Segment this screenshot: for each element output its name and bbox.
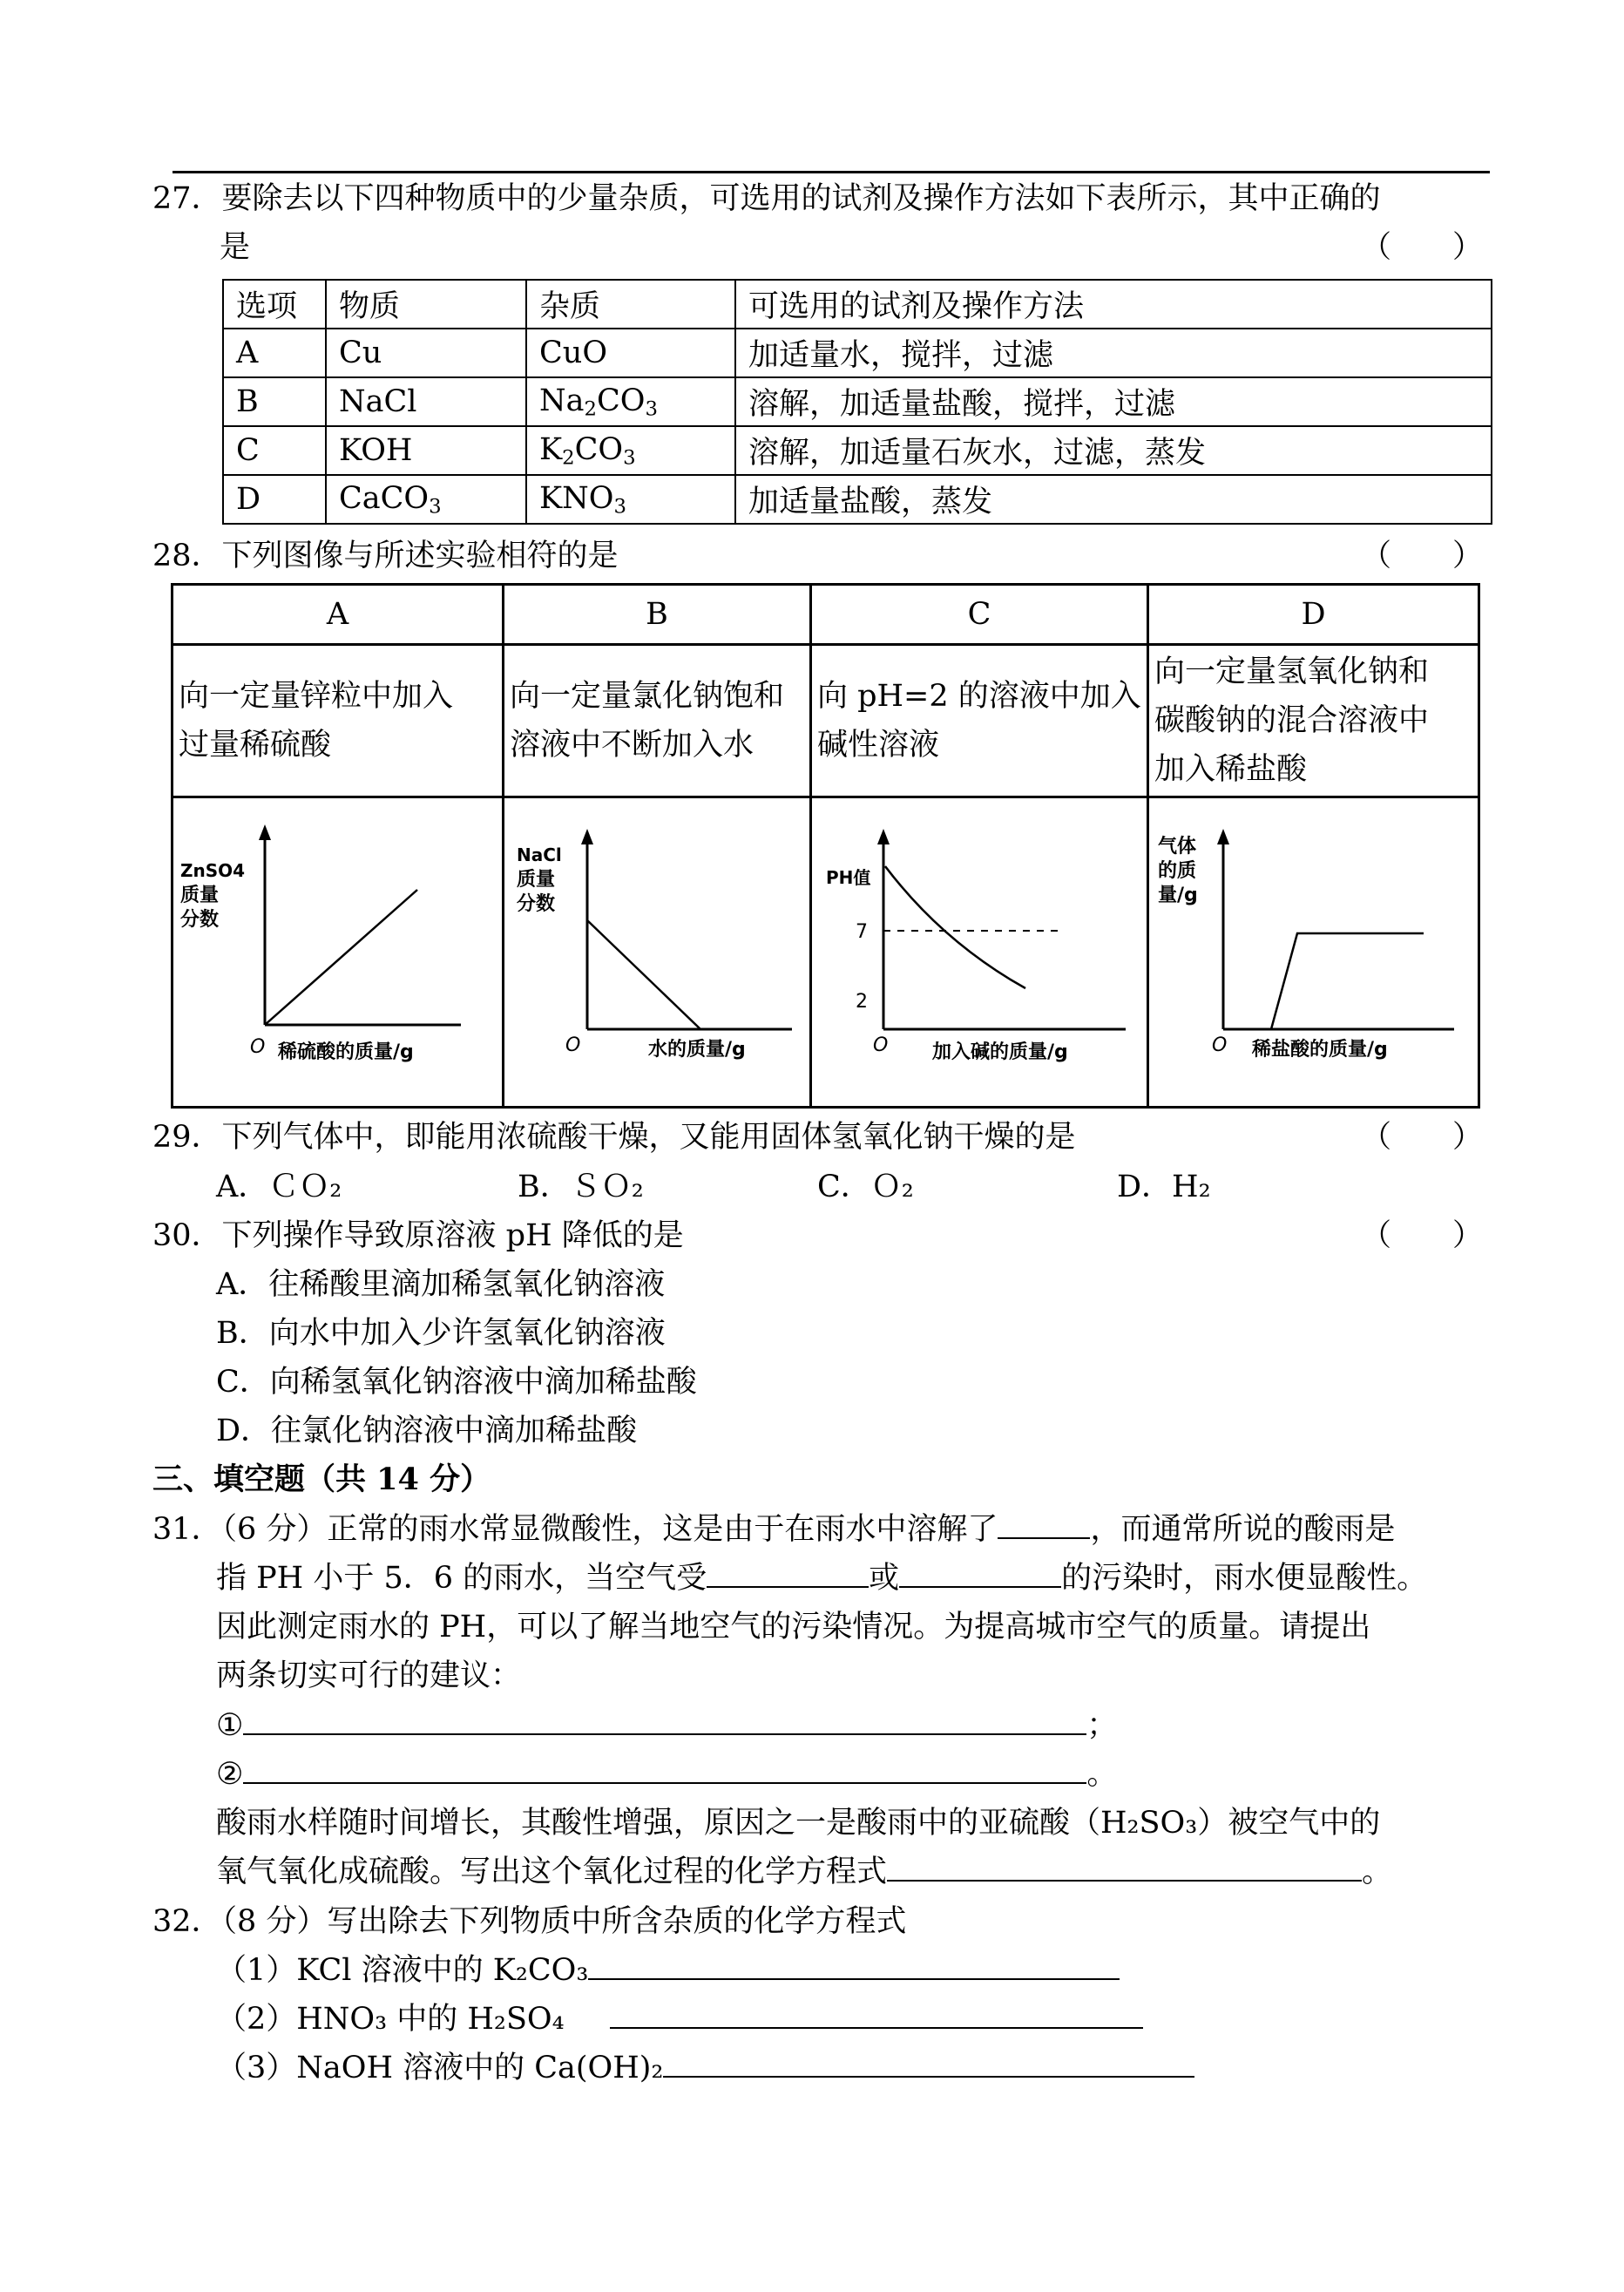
table-header-row (223, 280, 1492, 329)
x-label: 稀硫酸的质量/g (278, 1041, 414, 1063)
header-cell: 选项 (223, 280, 326, 329)
q31-blank-suggestion-2[interactable] (243, 1756, 1086, 1784)
option-d-header: D (1148, 585, 1479, 645)
origin-label: O (873, 1034, 889, 1056)
q31-line3: 因此测定雨水的 PH，可以了解当地空气的污染情况。为提高城市空气的质量。请提出 (216, 1610, 1371, 1644)
substance-cell: KOH (326, 426, 526, 475)
q30-option-a[interactable]: A．往稀酸里滴加稀氢氧化钠溶液 (216, 1267, 666, 1302)
impurity-cell: CuO (526, 329, 735, 377)
table-row (223, 475, 1492, 524)
q30-answer-paren[interactable]: （ ） (1361, 1218, 1484, 1253)
q27-answer-paren[interactable]: （ ） (1361, 230, 1484, 265)
q31-line4: 两条切实可行的建议： (216, 1658, 522, 1693)
y-label-1: NaCl (517, 844, 562, 865)
option-d-desc: 向一定量氢氧化钠和 碳酸钠的混合溶液中 加入稀盐酸 (1148, 645, 1479, 797)
q29-option-a[interactable]: A．ＣＯ₂ (216, 1170, 342, 1204)
data-line (587, 920, 700, 1029)
x-label: 稀盐酸的质量/g (1252, 1039, 1388, 1061)
q28-stem: 28．下列图像与所述实验相符的是 (152, 539, 619, 573)
graph-b-svg (504, 798, 807, 1098)
q32-item-1: （1）KCl 溶液中的 K₂CO₃ (216, 1951, 1120, 1990)
y-axis-arrow (1217, 829, 1229, 844)
table-row (223, 377, 1492, 426)
header-cell: 可选用的试剂及操作方法 (735, 280, 1492, 329)
y-label-2: 质量 (180, 885, 220, 906)
substance-cell: NaCl (326, 377, 526, 426)
q31-line8: 氧气氧化成硫酸。写出这个氧化过程的化学方程式 。 (216, 1855, 1393, 1889)
impurity-cell: $KNO_3$ (526, 475, 735, 524)
q31-blank-equation[interactable] (887, 1854, 1362, 1882)
x-label: 加入碱的质量/g (932, 1041, 1068, 1063)
y-axis-arrow (581, 829, 593, 844)
q30-option-c[interactable]: C．向稀氢氧化钠溶液中滴加稀盐酸 (216, 1365, 697, 1400)
y-label-3: 量/g (1158, 885, 1198, 906)
q32-blank-3[interactable] (663, 2050, 1194, 2078)
substance-cell: CaCO$_3$ (326, 475, 526, 524)
q32-item-3: （3）NaOH 溶液中的 Ca(OH)₂ (216, 2049, 1194, 2087)
y-axis-arrow (259, 824, 271, 840)
method-cell: 加适量盐酸，蒸发 (735, 475, 1492, 524)
q31-blank-suggestion-1[interactable] (243, 1707, 1086, 1735)
option-b-graph (504, 797, 811, 1108)
impurity-cell: $Na_2CO_3$ (526, 377, 735, 426)
q27-stem-line2: 是 (220, 230, 251, 265)
q29-option-c[interactable]: C．Ｏ₂ (817, 1170, 914, 1204)
data-curve (885, 866, 1025, 988)
option-b-desc: 向一定量氯化钠饱和 溶液中不断加入水 (504, 645, 811, 797)
y-label-2: 质量 (517, 869, 556, 891)
method-cell: 溶解，加适量石灰水，过滤，蒸发 (735, 426, 1492, 475)
option-a-header: A (173, 585, 504, 645)
q31-blank-1[interactable] (998, 1511, 1090, 1539)
header-cell: 物质 (326, 280, 526, 329)
graph-a-svg (173, 798, 499, 1098)
q28-answer-paren[interactable]: （ ） (1361, 539, 1484, 573)
substance-cell: Cu (326, 329, 526, 377)
option-d-graph (1148, 797, 1479, 1108)
q31-blank-2[interactable] (707, 1560, 869, 1588)
q31-line7: 酸雨水样随时间增长，其酸性增强，原因之一是酸雨中的亚硫酸（H₂SO₃）被空气中的 (216, 1806, 1381, 1841)
q27-table (222, 279, 1492, 525)
data-line (265, 890, 417, 1025)
section-title: 三、填空题（共 14 分） (152, 1461, 491, 1497)
y-label-1: 气体 (1158, 836, 1197, 858)
q27-stem-line1: 27．要除去以下四种物质中的少量杂质，可选用的试剂及操作方法如下表所示，其中正确的 (152, 181, 1381, 216)
option-cell: D (223, 475, 326, 524)
header-cell: 杂质 (526, 280, 735, 329)
option-cell: C (223, 426, 326, 475)
y-label-2: 的质 (1158, 860, 1197, 882)
q30-option-d[interactable]: D．往氯化钠溶液中滴加稀盐酸 (216, 1414, 638, 1448)
impurity-cell: $K_2CO_3$ (526, 426, 735, 475)
graph-c-svg (812, 798, 1144, 1098)
option-c-header: C (811, 585, 1148, 645)
origin-label: O (565, 1034, 581, 1056)
table-row (223, 426, 1492, 475)
method-cell: 加适量水，搅拌，过滤 (735, 329, 1492, 377)
origin-label: O (250, 1036, 266, 1058)
x-label: 水的质量/g (648, 1039, 746, 1061)
option-cell: B (223, 377, 326, 426)
q31-line1: 31．（6 分）正常的雨水常显微酸性，这是由于在雨水中溶解了 ，而通常所说的酸雨是 (152, 1512, 1396, 1547)
data-line (1271, 933, 1424, 1029)
option-a-desc: 向一定量锌粒中加入 过量稀硫酸 (173, 645, 504, 797)
y-axis-arrow (877, 829, 890, 844)
y-label-1: ZnSO4 (180, 860, 246, 881)
q30-stem: 30．下列操作导致原溶液 pH 降低的是 (152, 1218, 684, 1253)
tick-label-7: 7 (856, 921, 868, 943)
q32-stem: 32．（8 分）写出除去下列物质中所含杂质的化学方程式 (152, 1904, 907, 1939)
q31-blank-3[interactable] (899, 1560, 1061, 1588)
q31-line2: 指 PH 小于 5．6 的雨水，当空气受 或 的污染时，雨水便显酸性。 (216, 1561, 1428, 1596)
q32-item-2: （2）HNO₃ 中的 H₂SO₄ (216, 2000, 1143, 2038)
q31-suggestion-1: ① ； (216, 1708, 1118, 1743)
q32-blank-1[interactable] (588, 1952, 1120, 1980)
q29-option-d[interactable]: D．H₂ (1117, 1170, 1211, 1204)
q29-stem: 29．下列气体中，即能用浓硫酸干燥，又能用固体氢氧化钠干燥的是 (152, 1120, 1076, 1155)
graph-d-svg (1149, 798, 1475, 1098)
option-a-graph (173, 797, 504, 1108)
option-c-desc: 向 pH=2 的溶液中加入 碱性溶液 (811, 645, 1148, 797)
y-label: PH值 (826, 867, 871, 888)
y-label-3: 分数 (517, 893, 556, 915)
q29-answer-paren[interactable]: （ ） (1361, 1120, 1484, 1155)
option-c-graph (811, 797, 1148, 1108)
q32-blank-2[interactable] (610, 2001, 1143, 2029)
table-row (223, 329, 1492, 377)
q28-graph-table (171, 583, 1480, 1109)
q30-option-b[interactable]: B．向水中加入少许氢氧化钠溶液 (216, 1316, 666, 1351)
origin-label: O (1212, 1034, 1228, 1056)
y-label-3: 分数 (180, 909, 220, 931)
q29-option-b[interactable]: B．ＳＯ₂ (518, 1170, 644, 1204)
option-cell: A (223, 329, 326, 377)
tick-label-2: 2 (856, 991, 868, 1013)
q31-suggestion-2: ② 。 (216, 1757, 1118, 1792)
option-b-header: B (504, 585, 811, 645)
method-cell: 溶解，加适量盐酸，搅拌，过滤 (735, 377, 1492, 426)
header-rule (173, 171, 1490, 173)
